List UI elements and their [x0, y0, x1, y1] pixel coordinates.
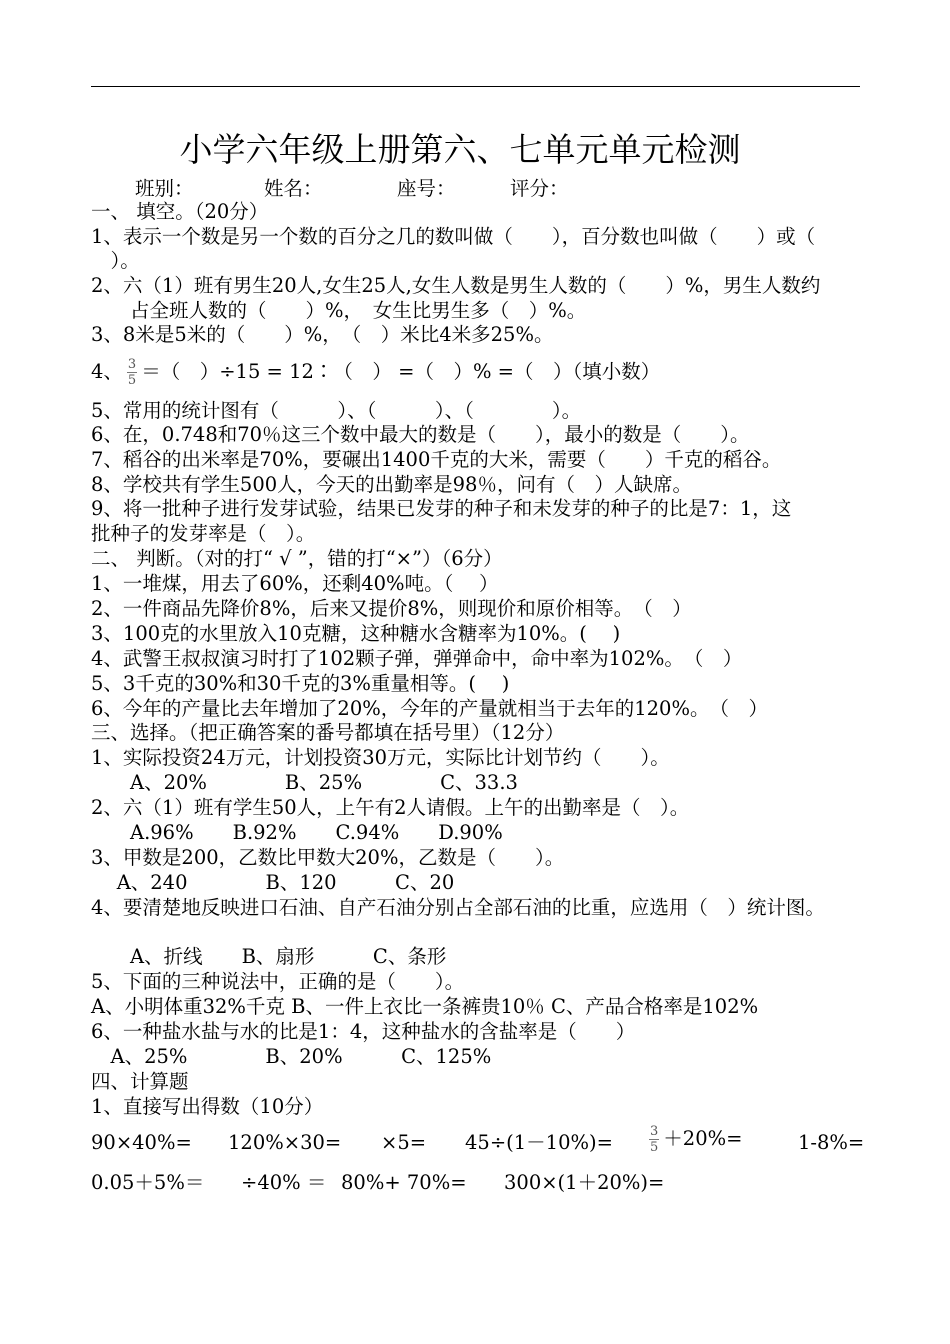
fraction: [649, 1124, 659, 1155]
section-1-heading: 一、 填空。（20分）: [91, 200, 269, 223]
calc-item: 45÷(1－10%)=: [465, 1131, 613, 1154]
section-4-heading: 四、计算题: [91, 1070, 189, 1093]
calc-item: ＋20%=: [663, 1127, 743, 1150]
choice-q4: 4、要清楚地反映进口石油、自产石油分别占全部石油的比重，应选用（ ）统计图。: [91, 896, 825, 919]
fraction-numerator: 3: [650, 1124, 659, 1139]
calc-item: 0.05＋5%＝: [91, 1171, 205, 1194]
top-rule: [91, 86, 860, 87]
choice-q3: 3、甲数是200，乙数比甲数大20%，乙数是（ ）。: [91, 846, 565, 869]
fill-q5: 5、常用的统计图有（ ）、（ ）、（ ）。: [91, 399, 582, 422]
fill-q4: [91, 357, 660, 388]
fraction: [127, 357, 137, 388]
choice-q6-options: A、25% B、20% C、125%: [91, 1045, 492, 1068]
choice-q6: 6、一种盐水盐与水的比是1：4，这种盐水的含盐率是（ ）: [91, 1020, 636, 1043]
choice-q1-options: A、20% B、25% C、33.3: [91, 771, 518, 794]
calc-item: 80%+ 70%=: [341, 1171, 467, 1194]
fill-q6: 6、在，0.748和70％这三个数中最大的数是（ ），最小的数是（ ）。: [91, 423, 750, 446]
page-title: 小学六年级上册第六、七单元单元检测: [179, 130, 741, 169]
fill-q1: 1、表示一个数是另一个数的百分之几的数叫做（ ），百分数也叫做（ ）或（: [91, 225, 816, 248]
calc-item: 120%×30=: [228, 1131, 342, 1154]
judge-q4: 4、武警王叔叔演习时打了102颗子弹，弹弹命中，命中率为102%。 （ ）: [91, 647, 743, 670]
calc-item: 90×40%=: [91, 1131, 192, 1154]
choice-q1: 1、实际投资24万元，计划投资30万元，实际比计划节约（ ）。: [91, 746, 670, 769]
judge-q3: 3、100克的水里放入10克糖，这种糖水含糖率为10%。( ): [91, 622, 621, 645]
choice-q4-options: A、折线 B、扇形 C、条形: [91, 945, 447, 968]
judge-q6: 6、今年的产量比去年增加了20%，今年的产量就相当于去年的120%。 （ ）: [91, 697, 768, 720]
score-label: 评分：: [510, 177, 569, 200]
judge-q1: 1、一堆煤，用去了60%，还剩40%吨。（ ）: [91, 572, 499, 595]
seat-label: 座号：: [397, 177, 456, 200]
fill-q2: 2、六（1）班有男生20人,女生25人,女生人数是男生人数的（ ）%，男生人数约: [91, 274, 821, 297]
section-2-heading: 二、 判断。（对的打“ √ ”，错的打“×”）（6分）: [91, 547, 503, 570]
calc-item-fraction: [645, 1124, 742, 1155]
calc-q1-heading: 1、直接写出得数（10分）: [91, 1095, 324, 1118]
fill-q9: 9、将一批种子进行发芽试验，结果已发芽的种子和未发芽的种子的比是7：1，这: [91, 497, 792, 520]
choice-q2-options: A.96% B.92% C.94% D.90%: [91, 821, 503, 844]
fill-q3: 3、8米是5米的（ ）%， （ ）米比4米多25%。: [91, 323, 554, 346]
judge-q2: 2、一件商品先降价8%，后来又提价8%，则现价和原价相等。 （ ）: [91, 597, 692, 620]
section-3-heading: 三、选择。（把正确答案的番号都填在括号里）（12分）: [91, 721, 565, 744]
calc-item: 1-8%=: [798, 1131, 865, 1154]
calc-item: ×5=: [381, 1131, 427, 1154]
choice-q5: 5、下面的三种说法中，正确的是（ ）。: [91, 970, 465, 993]
calc-item: 300×(1＋20%)=: [504, 1171, 665, 1194]
fraction-denominator: 5: [650, 1140, 659, 1155]
choice-q2: 2、六（1）班有学生50人，上午有2人请假。上午的出勤率是（ ）。: [91, 796, 690, 819]
fill-q9-cont: 批种子的发芽率是（ ）。: [91, 522, 316, 545]
fraction-numerator: 3: [127, 357, 137, 372]
fraction-denominator: 5: [127, 373, 137, 388]
fill-q4-prefix: 4、: [91, 360, 123, 383]
judge-q5: 5、3千克的30%和30千克的3%重量相等。( ): [91, 672, 510, 695]
calc-item: ÷40% ＝: [241, 1171, 327, 1194]
name-label: 姓名：: [264, 177, 323, 200]
choice-q5-options: A、小明体重32%千克 B、一件上衣比一条裤贵10％ C、产品合格率是102%: [91, 995, 759, 1018]
fill-q7: 7、稻谷的出米率是70%，要碾出1400千克的大米，需要（ ）千克的稻谷。: [91, 448, 782, 471]
fill-q8: 8、学校共有学生500人，今天的出勤率是98％，问有（ ）人缺席。: [91, 473, 692, 496]
fill-q1-cont: ）。: [91, 249, 140, 272]
choice-q3-options: A、240 B、120 C、20: [91, 871, 455, 894]
fill-q2-cont: 占全班人数的（ ）%， 女生比男生多（ ）%。: [91, 299, 587, 322]
class-label: 班别：: [135, 177, 194, 200]
fill-q4-rest: ＝（ ）÷15 = 12∶（ ） =（ ）% =（ ）（填小数）: [141, 360, 661, 383]
